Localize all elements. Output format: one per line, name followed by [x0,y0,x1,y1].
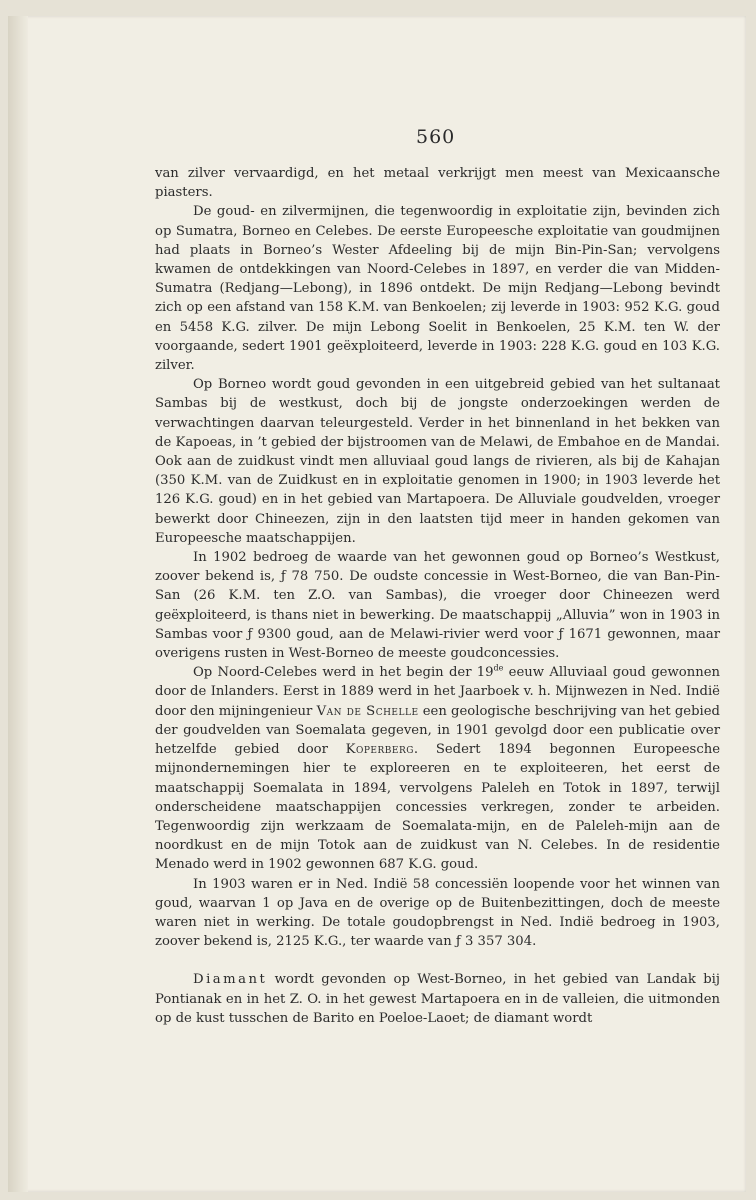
page-number: 560 [416,126,456,148]
text-segment: wordt gevonden op West-Borneo, in het gebied van Landak bij Pontianak en in het Z. O. in het gewest Martapoera en in de valleien, die uitmonden op de kust tusschen de Barito en Poeloe-Laoet; de diamant wordt [155,972,720,1026]
text-segment: een geologische beschrijving van het gebied der goudvelden van Soemalata gegeven, in 1901 gevolgd door een publicatie over hetzelfde gebied door [155,703,720,758]
paragraph-west-borneo-value: In 1902 bedroeg de waarde van het gewonnen goud op Borneo’s Westkust, zoover bekend is, ƒ 78 750. De oudste concessie in West-Borneo, die van Ban-Pin-San (26 K.M. ten Z.O. van Sambas), die vroeger door Chineezen werd geëxploiteerd, is thans niet in bewerking. De maatschappij „Alluvia” won in 1903 in Sambas voor ƒ 9300 goud, aan de Melawi-rivier werd voor ƒ 1671 gewonnen, maar overigens rusten in West-Borneo de meeste goudconcessies. [155,550,720,662]
body-text [155,164,720,1028]
author-name-koperberg: Koperberg [345,742,414,758]
book-page [8,16,746,1192]
text-segment: . Sedert 1894 begonnen Europeesche mijnondernemingen hier te exploreeren en te exploiteeren, het eerst de maatschappij Soemalata in 1894, vervolgens Paleleh en Totok in 1897, terwijl onderscheidene maatschappijen concessies verkregen, zonder te arbeiden. Tegenwoordig zijn werkzaam de Soemalata-mijn, en de Paleleh-mijn aan de noordkust en de mijn Totok aan de zuidkust van N. Celebes. In de residentie Menado werd in 1902 gewonnen 687 K.G. goud. [155,742,720,873]
section-lead-word: Diamant [193,972,268,988]
paragraph-concessions-1903: In 1903 waren er in Ned. Indië 58 concessiën loopende voor het winnen van goud, waarvan 1 op Java en de overige op de Buitenbezittingen, doch de meeste waren niet in werking. De totale goudopbrengst in Ned. Indië bedroeg in 1903, zoover bekend is, 2125 K.G., ter waarde van ƒ 3 357 304. [155,876,720,950]
text-segment: Op Noord-Celebes werd in het begin der 19 [193,665,494,681]
page-binding-shadow [8,16,28,1192]
superscript: de [493,663,504,673]
text-segment: eeuw Alluviaal goud gewonnen door de Inlanders. Eerst in 1889 werd in het Jaarboek v. h. Mijnwezen in Ned. Indië door den mijningenieur [155,665,720,719]
paragraph-gold-silver-mines: De goud- en zilvermijnen, die tegenwoordig in exploitatie zijn, bevinden zich op Sumatra, Borneo en Celebes. De eerste Europeesche exploitatie van goudmijnen had plaats in Borneo’s Wester Afdeeling bij de mijn Bin-Pin-San; vervolgens kwamen de ontdekkingen van Noord-Celebes in 1897, en verder die van Midden-Sumatra (Redjang—Lebong), in 1896 ontdekt. De mijn Redjang—Lebong bevindt zich op een afstand van 158 K.M. van Benkoelen; zij leverde in 1903: 952 K.G. goud en 5458 K.G. zilver. De mijn Lebong Soelit in Benkoelen, 25 K.M. ten W. der voorgaande, sedert 1901 geëxploiteerd, leverde in 1903: 228 K.G. goud en 103 K.G. zilver. [155,204,720,374]
paragraph-borneo-gold: Op Borneo wordt goud gevonden in een uitgebreid gebied van het sultanaat Sambas bij de westkust, doch bij de jongste onderzoekingen werden de verwachtingen daarvan teleurgesteld. Verder in het binnenland in het bekken van de Kapoeas, in ’t gebied der bijstroomen van de Melawi, de Embahoe en de Mandai. Ook aan de zuidkust vindt men alluviaal goud langs de rivieren, als bij de Kahajan (350 K.M. van de Zuidkust en in exploitatie genomen in 1900; in 1903 leverde het 126 K.G. goud) en in het gebied van Martapoera. De Alluviale goudvelden, vroeger bewerkt door Chineezen, zijn in den laatsten tijd meer in handen gekomen van Europeesche maatschappijen. [155,377,720,546]
paragraph-noord-celebes [155,663,720,874]
paragraph-diamant [155,970,720,1028]
author-name-van-de-schelle: Van de Schelle [316,703,419,719]
paragraph-continuation: van zilver vervaardigd, en het metaal verkrijgt men meest van Mexicaansche piasters. [155,166,720,201]
